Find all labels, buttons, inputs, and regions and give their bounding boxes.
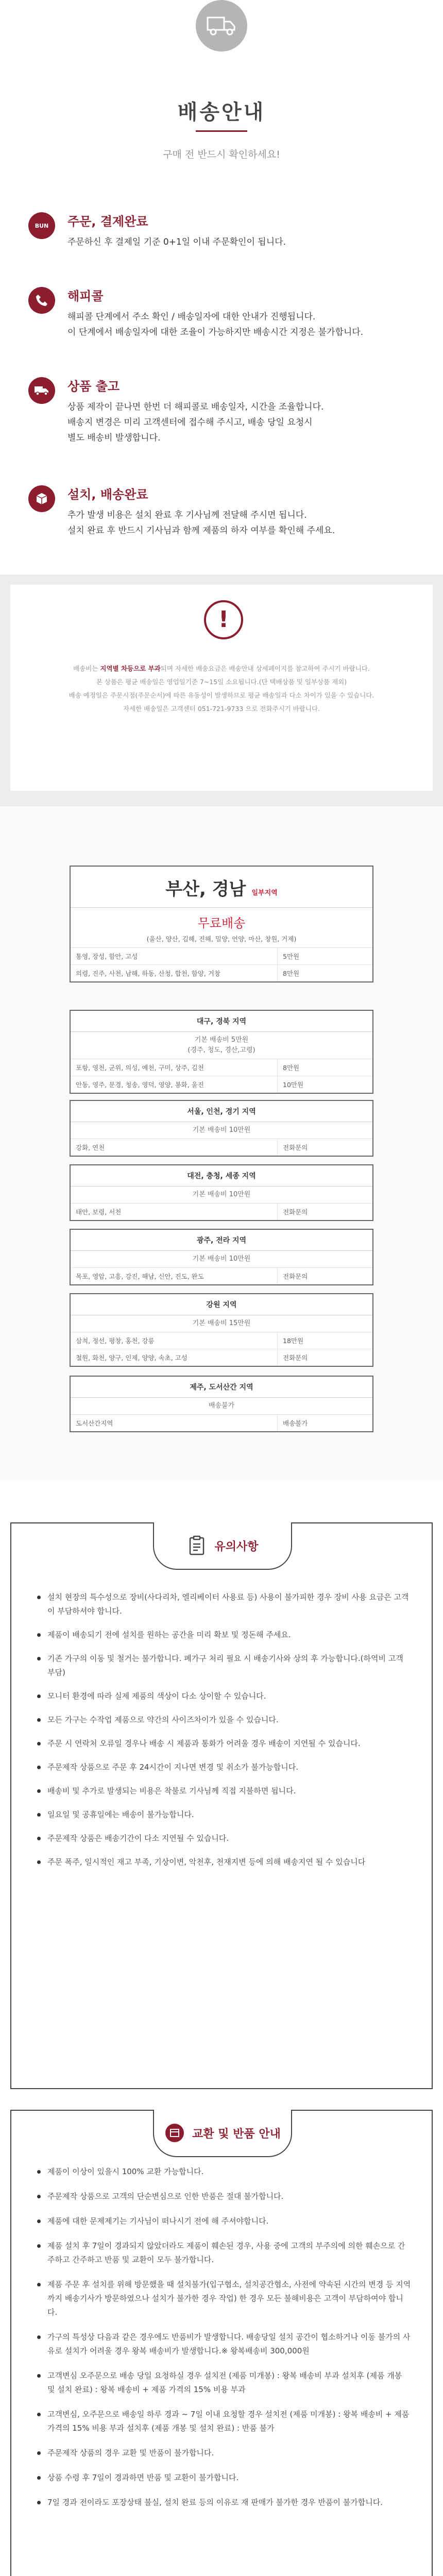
- gangwon-table: [70, 1293, 373, 1367]
- step-title: 해피콜: [67, 289, 104, 303]
- list-item: 고객변심, 오주문으로 배송일 하루 경과 ~ 7일 이내 요청할 경우 설치전 (제품 미개봉) : 왕복 배송비 + 제품 가격의 15% 비용 부과 설치후 (제품 개봉 및 설치 완료) : 반품 불가: [36, 2408, 411, 2435]
- step-text: 배송지 변경은 미리 고객센터에 접수해 주시고, 배송 당일 요청시: [67, 417, 313, 428]
- step-text: 해피콜 단계에서 주소 확인 / 배송일자에 대한 안내가 진행됩니다.: [67, 312, 316, 322]
- region-title: 대구, 경북 지역: [71, 1011, 372, 1032]
- daegu-table: [70, 1010, 373, 1094]
- page-title: 배송안내: [0, 96, 443, 132]
- step-shipping: [28, 376, 420, 446]
- exchange-list: [36, 2165, 411, 2520]
- step-text: 상품 제작이 끝나면 한번 더 해피콜로 배송일자, 시간을 조율합니다.: [67, 402, 324, 412]
- list-item: 제품 주문 후 설치를 위해 방문했을 때 설치불가(입구협소, 설치공간협소, 사전에 약속된 시간의 변경 등 지역까지 배송기사가 방문하였으나 설치가 불가한 경우 작업) 한 경우 모든 불해비용은 고객이 부담하여야 합니다.: [36, 2278, 411, 2319]
- delivery-steps: [0, 178, 443, 574]
- table-row: 포항, 영천, 군위, 의성, 예천, 구미, 상주, 김천 8만원: [71, 1059, 372, 1076]
- basic-fee: 기본 배송비 10만원: [71, 1187, 372, 1204]
- basic-fee: 기본 배송비 5만원 (경주, 청도, 경산,고령): [71, 1032, 372, 1059]
- exchange-header: [153, 2110, 292, 2157]
- list-item: 제품에 대한 문제제기는 기사님이 떠나시기 전에 해 주셔야합니다.: [36, 2214, 411, 2228]
- step-title: 설치, 배송완료: [67, 487, 148, 502]
- region-title: 부산, 경남: [165, 879, 246, 900]
- page-subtitle: 구매 전 반드시 확인하세요!: [163, 149, 280, 160]
- return-box-icon: [164, 2123, 185, 2143]
- step-order-complete: [28, 211, 420, 250]
- box-icon: [28, 485, 55, 512]
- list-item: 설치 현장의 특수성으로 장비(사다리차, 엘리베이터 사용료 등) 사용이 불가피한 경우 장비 사용 요금은 고객이 부담하셔야 합니다.: [36, 1590, 411, 1618]
- step-title: 상품 출고: [67, 379, 120, 394]
- notice-line-1: 배송비는 지역별 차등으로 부과되며 자세한 배송요금은 배송안내 상세페이지를 참고하여 주시기 바랍니다.: [73, 665, 370, 672]
- step-title: 주문, 결제완료: [67, 214, 148, 229]
- table-row: 삼척, 정선, 평창, 홍천, 강릉 18만원: [71, 1332, 372, 1349]
- list-item: 주문제작 상품의 경우 교환 및 반품이 불가합니다.: [36, 2446, 411, 2460]
- free-shipping-areas: (울산, 양산, 김해, 진해, 밀양, 언양, 마산, 창원, 거제): [146, 935, 297, 943]
- list-item: 주문제작 상품으로 고객의 단순변심으로 인한 반품은 절대 불가합니다.: [36, 2190, 411, 2204]
- step-text: 설치 완료 후 반드시 기사님과 함께 제품의 하자 여부를 확인해 주세요.: [67, 526, 335, 536]
- list-item: 7일 경과 전이라도 포장상태 불실, 설치 완료 등의 이유로 재 판매가 불가한 경우 반품이 불가합니다.: [36, 2496, 411, 2510]
- region-title: 제주, 도서산간 지역: [71, 1377, 372, 1398]
- list-item: 일요일 및 공휴일에는 배송이 불가능합니다.: [36, 1808, 411, 1822]
- step-text: 주문하신 후 결제일 기준 0+1일 이내 주문확인이 됩니다.: [67, 237, 286, 247]
- basic-fee: 기본 배송비 15만원: [71, 1315, 372, 1332]
- guide-header: [0, 0, 443, 178]
- step-text: 별도 배송비 발생합니다.: [67, 433, 161, 443]
- truck-icon: [28, 377, 55, 404]
- free-shipping-label: 무료배송: [197, 916, 246, 930]
- list-item: 주문제작 상품으로 주문 후 24시간이 지나면 변경 및 취소가 불가능합니다.: [36, 1760, 411, 1774]
- list-item: 기존 가구의 이동 및 철거는 불가합니다. 폐가구 처리 필요 시 배송기사와 상의 후 가능합니다.(하역비 고객 부담): [36, 1652, 411, 1680]
- bun-icon: BUN: [28, 212, 55, 239]
- region-title: 대전, 충청, 세종 지역: [71, 1165, 372, 1187]
- jeju-table: [70, 1376, 373, 1432]
- alert-icon: !: [204, 600, 243, 639]
- table-row: 철원, 화천, 양구, 인제, 양양, 속초, 고성 전화문의: [71, 1349, 372, 1366]
- notice-line-2: 본 상품은 평균 배송일은 영업일기준 7~15일 소요됩니다.(단 택배상품 및 일부상품 제외): [96, 678, 347, 686]
- truck-icon: [196, 0, 247, 52]
- caution-title: 유의사항: [214, 1540, 259, 1553]
- step-text: 이 단계에서 배송일자에 대한 조율이 가능하지만 배송시간 지정은 불가합니다.: [67, 327, 364, 337]
- table-row: 의령, 진주, 사천, 남해, 하동, 산청, 합천, 함양, 거창 8만원: [71, 965, 372, 981]
- table-row: 태안, 보령, 서천 전화문의: [71, 1204, 372, 1220]
- list-item: 고객변심 오주문으로 배송 당일 요청하실 경우 설치전 (제품 미개봉) : 왕복 배송비 부과 설치후 (제품 개봉 및 설치 완료) : 왕복 배송비 + 제품 가격의 15% 비용 부과: [36, 2369, 411, 2397]
- table-row: 안동, 영주, 문경, 청송, 영덕, 영양, 봉화, 울진 10만원: [71, 1076, 372, 1093]
- notice-line-3: 배송 예정일은 주문시점(주문순서)에 따른 유동성이 발생하므로 평균 배송일과 다소 차이가 있을 수 있습니다.: [69, 691, 374, 699]
- basic-fee: 기본 배송비 10만원: [71, 1122, 372, 1139]
- busan-table: [70, 866, 373, 982]
- basic-fee: 기본 배송비 10만원: [71, 1251, 372, 1268]
- daejeon-table: [70, 1164, 373, 1221]
- list-item: 모니터 환경에 따라 실제 제품의 색상이 다소 상이할 수 있습니다.: [36, 1689, 411, 1703]
- list-item: 제품 설치 후 7일이 경과되지 않았더라도 제품이 훼손된 경우, 사용 중에 고객의 부주의에 의한 훼손으로 간주하고 간주하고 반품 및 교환이 모두 불가합니다.: [36, 2239, 411, 2267]
- basic-fee: 배송불가: [71, 1398, 372, 1415]
- caution-section: [10, 1522, 433, 2089]
- shipping-notice: [0, 574, 443, 806]
- list-item: 상품 수령 후 7일이 경과하면 반품 및 교환이 불가합니다.: [36, 2471, 411, 2485]
- caution-list: [36, 1590, 411, 1879]
- list-item: 모든 가구는 수작업 제품으로 약간의 사이즈차이가 있을 수 있습니다.: [36, 1713, 411, 1727]
- list-item: 배송비 및 추가로 발생되는 비용은 착불로 기사님께 직접 지불하면 됩니다.: [36, 1784, 411, 1798]
- table-row: 강화, 연천 전화문의: [71, 1139, 372, 1156]
- region-title: 강원 지역: [71, 1294, 372, 1315]
- list-item: 제품이 이상이 있을시 100% 교환 가능합니다.: [36, 2165, 411, 2179]
- caution-header: [153, 1522, 292, 1570]
- table-row: 통영, 장성, 함안, 고성 5만원: [71, 948, 372, 965]
- notice-line-4: 자세한 배송일은 고객센터 051-721-9733 으로 전화주시기 바랍니다.: [123, 705, 320, 713]
- region-fee-section: [0, 806, 443, 1481]
- exchange-title: 교환 및 반품 안내: [192, 2127, 281, 2141]
- list-item: 주문제작 상품은 배송기간이 다소 지연될 수 있습니다.: [36, 1832, 411, 1845]
- table-row: 도서산간지역 배송불가: [71, 1415, 372, 1431]
- list-item: 주문 폭주, 일시적인 재고 부족, 기상이변, 악천후, 천재지변 등에 의해 배송지연 될 수 있습니다: [36, 1855, 411, 1869]
- list-item: 주문 시 연락처 오류일 경우나 배송 시 제품과 통화가 어려울 경우 배송이 지연될 수 있습니다.: [36, 1737, 411, 1751]
- exchange-section: [10, 2110, 433, 2576]
- checklist-icon: [186, 1535, 207, 1556]
- region-part-label: 일부지역: [251, 889, 278, 897]
- step-happy-call: [28, 286, 420, 340]
- step-install-complete: [28, 484, 420, 538]
- list-item: 제품이 배송되기 전에 설치를 원하는 공간을 미리 확보 및 정돈해 주세요.: [36, 1628, 411, 1642]
- list-item: 가구의 특성상 다음과 같은 경우에도 반품비가 발생합니다. 배송당일 설치 공간이 협소하거나 이동 불가의 사유로 설치가 어려울 경우 왕복 배송비가 발생합니다.※ 왕복배송비 300,000원: [36, 2330, 411, 2358]
- gwangju-table: [70, 1229, 373, 1285]
- phone-icon: [28, 287, 55, 314]
- region-title: 광주, 전라 지역: [71, 1230, 372, 1251]
- step-text: 추가 발생 비용은 설치 완료 후 기사님께 전달해 주시면 됩니다.: [67, 510, 307, 520]
- table-row: 목포, 영암, 고흥, 강진, 해남, 신안, 진도, 완도 전화문의: [71, 1268, 372, 1284]
- region-title: 서울, 인천, 경기 지역: [71, 1101, 372, 1122]
- seoul-table: [70, 1100, 373, 1157]
